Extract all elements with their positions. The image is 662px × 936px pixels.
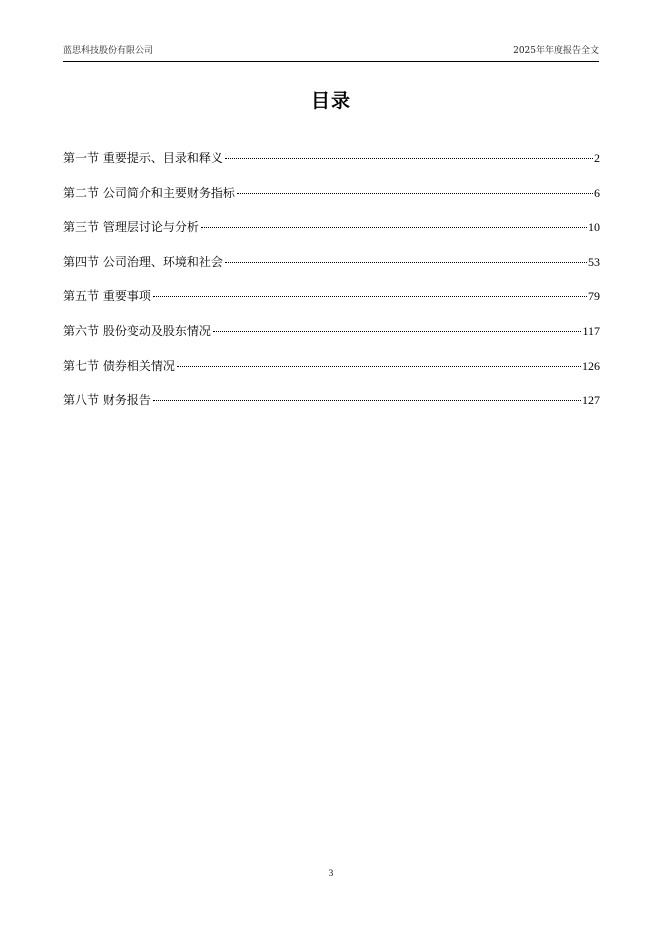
toc-entry-page: 79 [588,289,600,304]
toc-entry[interactable] [63,150,600,185]
toc-leader-dots [153,400,581,401]
toc-leader-dots [237,193,593,194]
toc-leader-dots [225,262,587,263]
toc-entry-label: 第一节 重要提示、目录和释义 [63,151,223,165]
toc-leader-dots [201,227,587,228]
toc-entry[interactable] [63,254,600,289]
toc-entry-label: 第六节 股份变动及股东情况 [63,323,211,338]
toc-leader-dots [177,366,581,367]
toc-entry-label: 第四节 公司治理、环境和社会 [63,254,223,269]
toc-entry-page: 127 [582,393,600,408]
toc-entry-label: 第二节 公司简介和主要财务指标 [63,185,235,200]
toc-entry-page: 126 [582,358,600,373]
header-report-title: 2025年年度报告全文 [513,46,599,56]
toc-entry-page: 117 [582,323,600,338]
toc-title: 目录 [310,90,351,112]
toc-entry-page: 6 [594,185,600,200]
toc-entry[interactable] [63,358,600,393]
page-header [63,44,599,62]
toc-entry[interactable] [63,219,600,254]
toc-entry-page: 2 [594,151,600,165]
table-of-contents [63,150,600,427]
header-company-name: 蓝思科技股份有限公司 [63,46,154,56]
toc-leader-dots [153,296,587,297]
toc-entry-label: 第五节 重要事项 [63,289,151,304]
toc-entry-page: 53 [588,254,600,269]
toc-entry[interactable] [63,185,600,220]
toc-entry-label: 第八节 财务报告 [63,393,151,408]
toc-leader-dots [225,158,593,159]
page-number: 3 [328,868,334,878]
toc-entry-page: 10 [588,220,600,235]
toc-entry[interactable] [63,392,600,427]
toc-entry-label: 第三节 管理层讨论与分析 [63,220,199,235]
toc-entry-label: 第七节 债券相关情况 [63,358,175,373]
toc-entry[interactable] [63,323,600,358]
toc-leader-dots [213,331,582,332]
toc-entry[interactable] [63,288,600,323]
